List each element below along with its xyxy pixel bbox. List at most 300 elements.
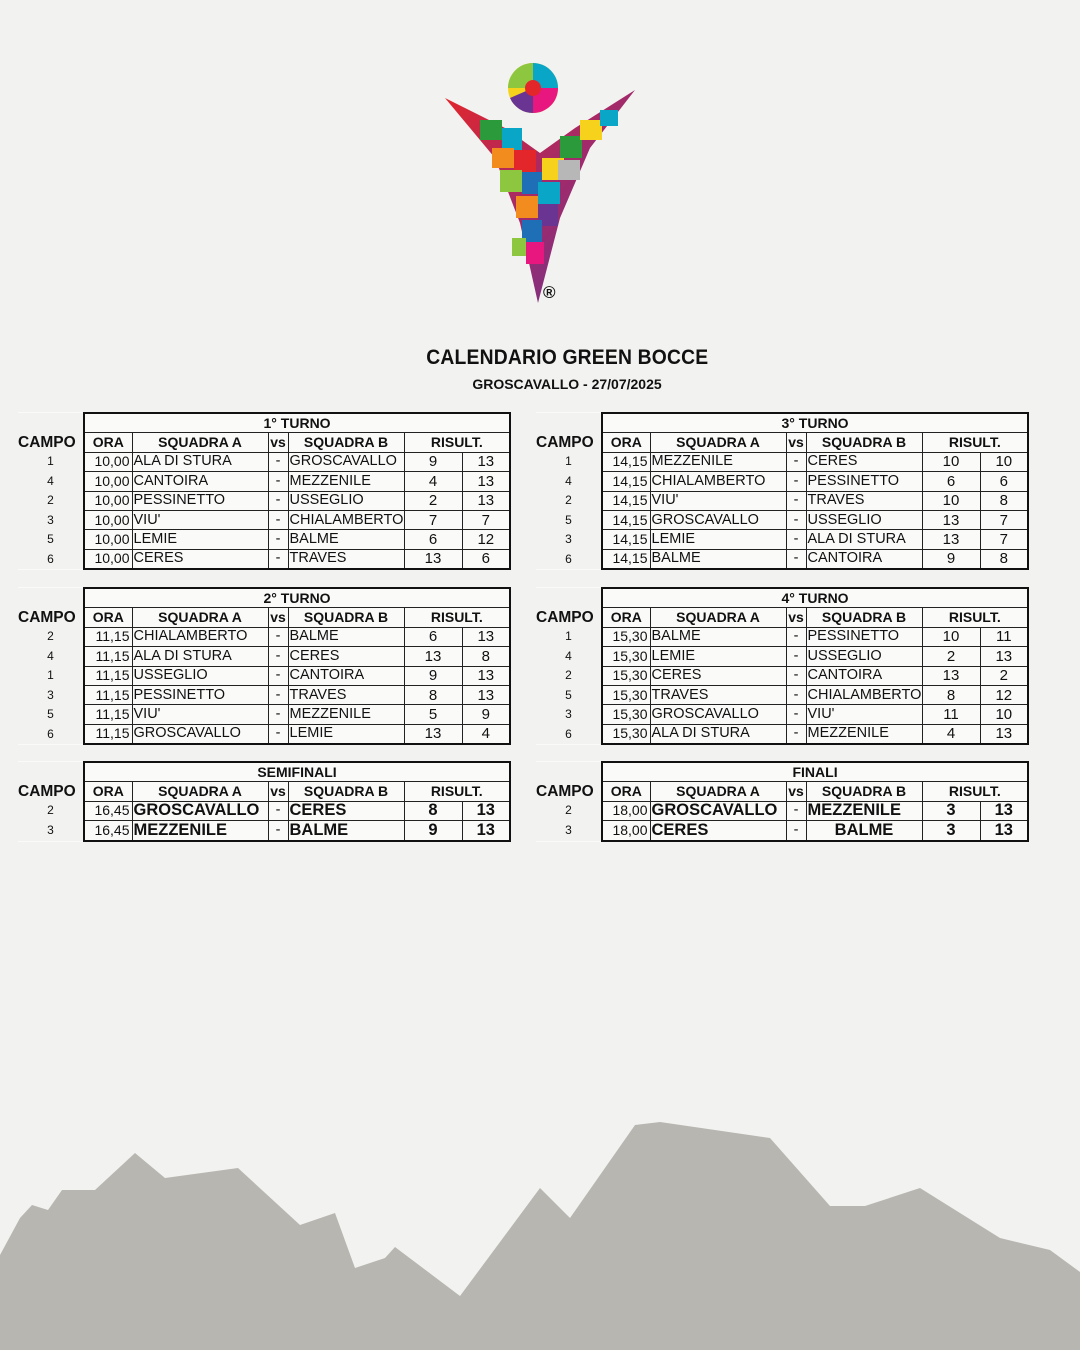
schedule-table bbox=[18, 761, 511, 842]
match-vs-separator: - bbox=[786, 549, 806, 569]
column-header-risult: RISULT. bbox=[922, 782, 1028, 801]
column-header-campo: CAMPO bbox=[18, 608, 84, 627]
match-vs-separator: - bbox=[786, 821, 806, 841]
match-score-b: 9 bbox=[462, 705, 510, 724]
match-campo: 2 bbox=[18, 627, 84, 646]
match-score-b: 10 bbox=[980, 452, 1028, 471]
match-time: 10,00 bbox=[84, 472, 132, 491]
match-row bbox=[536, 627, 1028, 646]
match-time: 15,30 bbox=[602, 666, 650, 685]
match-score-a: 8 bbox=[922, 685, 980, 704]
match-score-a: 9 bbox=[404, 666, 462, 685]
match-team-a: LEMIE bbox=[650, 647, 786, 666]
match-campo: 2 bbox=[18, 801, 84, 820]
round-title: FINALI bbox=[602, 762, 1028, 782]
column-header-ora: ORA bbox=[602, 782, 650, 801]
match-row bbox=[18, 627, 510, 646]
match-team-a: CANTOIRA bbox=[132, 472, 268, 491]
match-team-a: VIU' bbox=[650, 491, 786, 510]
match-team-b: CERES bbox=[806, 452, 922, 471]
match-score-b: 13 bbox=[462, 821, 510, 841]
page-title: CALENDARIO GREEN BOCCE bbox=[425, 346, 709, 369]
match-row bbox=[536, 472, 1028, 491]
match-time: 14,15 bbox=[602, 510, 650, 529]
column-header-row bbox=[536, 433, 1028, 452]
match-team-a: USSEGLIO bbox=[132, 666, 268, 685]
match-score-a: 10 bbox=[922, 491, 980, 510]
match-score-a: 4 bbox=[404, 472, 462, 491]
spacer bbox=[18, 762, 84, 782]
match-time: 11,15 bbox=[84, 647, 132, 666]
match-campo: 5 bbox=[18, 705, 84, 724]
match-campo: 4 bbox=[536, 472, 602, 491]
match-vs-separator: - bbox=[268, 801, 288, 820]
match-score-a: 13 bbox=[922, 530, 980, 549]
match-team-b: LEMIE bbox=[288, 724, 404, 744]
match-row bbox=[18, 491, 510, 510]
match-row bbox=[536, 452, 1028, 471]
title-block bbox=[0, 346, 1080, 392]
match-score-a: 13 bbox=[404, 724, 462, 744]
match-vs-separator: - bbox=[786, 801, 806, 820]
match-score-b: 13 bbox=[462, 452, 510, 471]
match-row bbox=[536, 510, 1028, 529]
schedule-table bbox=[18, 587, 511, 745]
page-subtitle: GROSCAVALLO - 27/07/2025 bbox=[472, 376, 662, 392]
round-title-row bbox=[536, 762, 1028, 782]
match-team-b: CHIALAMBERTO bbox=[806, 685, 922, 704]
match-time: 11,15 bbox=[84, 705, 132, 724]
match-vs-separator: - bbox=[268, 452, 288, 471]
column-header-risult: RISULT. bbox=[404, 433, 510, 452]
match-team-b: TRAVES bbox=[288, 685, 404, 704]
match-row bbox=[18, 724, 510, 744]
match-campo: 6 bbox=[18, 724, 84, 744]
round-block bbox=[536, 587, 1029, 745]
match-row bbox=[536, 705, 1028, 724]
match-score-a: 5 bbox=[404, 705, 462, 724]
match-score-a: 11 bbox=[922, 705, 980, 724]
match-score-a: 7 bbox=[404, 510, 462, 529]
column-header-ora: ORA bbox=[602, 608, 650, 627]
match-team-b: CERES bbox=[288, 801, 404, 820]
match-campo: 5 bbox=[536, 685, 602, 704]
match-score-a: 9 bbox=[404, 452, 462, 471]
match-team-a: LEMIE bbox=[132, 530, 268, 549]
match-campo: 3 bbox=[536, 705, 602, 724]
match-team-a: GROSCAVALLO bbox=[650, 705, 786, 724]
match-campo: 6 bbox=[536, 724, 602, 744]
match-team-a: CERES bbox=[132, 549, 268, 569]
match-time: 15,30 bbox=[602, 724, 650, 744]
match-score-b: 13 bbox=[462, 666, 510, 685]
column-header-squadra-b: SQUADRA B bbox=[288, 608, 404, 627]
spacer bbox=[536, 413, 602, 433]
column-header-row bbox=[18, 608, 510, 627]
column-header-squadra-a: SQUADRA A bbox=[650, 433, 786, 452]
registered-mark-icon: ® bbox=[543, 283, 556, 302]
match-team-a: MEZZENILE bbox=[132, 821, 268, 841]
match-time: 14,15 bbox=[602, 452, 650, 471]
mountain-silhouette bbox=[0, 1110, 1080, 1350]
match-time: 14,15 bbox=[602, 530, 650, 549]
match-team-b: BALME bbox=[288, 821, 404, 841]
match-vs-separator: - bbox=[268, 472, 288, 491]
match-campo: 5 bbox=[18, 530, 84, 549]
match-team-a: ALA DI STURA bbox=[650, 724, 786, 744]
column-header-risult: RISULT. bbox=[922, 608, 1028, 627]
match-team-b: CANTOIRA bbox=[806, 549, 922, 569]
match-team-b: BALME bbox=[288, 627, 404, 646]
match-campo: 5 bbox=[536, 510, 602, 529]
match-score-a: 13 bbox=[404, 647, 462, 666]
column-header-risult: RISULT. bbox=[404, 782, 510, 801]
match-row bbox=[536, 549, 1028, 569]
match-vs-separator: - bbox=[268, 685, 288, 704]
match-score-a: 2 bbox=[922, 647, 980, 666]
match-row bbox=[18, 549, 510, 569]
column-header-ora: ORA bbox=[84, 433, 132, 452]
match-team-b: MEZZENILE bbox=[288, 472, 404, 491]
match-row bbox=[536, 685, 1028, 704]
match-campo: 4 bbox=[536, 647, 602, 666]
match-time: 10,00 bbox=[84, 452, 132, 471]
schedule-table bbox=[536, 587, 1029, 745]
match-team-a: PESSINETTO bbox=[132, 685, 268, 704]
match-time: 15,30 bbox=[602, 627, 650, 646]
match-score-b: 13 bbox=[462, 491, 510, 510]
match-team-a: GROSCAVALLO bbox=[650, 801, 786, 820]
column-header-campo: CAMPO bbox=[536, 782, 602, 801]
match-vs-separator: - bbox=[268, 627, 288, 646]
match-score-a: 9 bbox=[922, 549, 980, 569]
match-score-b: 8 bbox=[980, 549, 1028, 569]
column-header-vs: vs bbox=[786, 782, 806, 801]
schedule-table bbox=[536, 761, 1029, 842]
schedule-table bbox=[18, 412, 511, 570]
column-header-row bbox=[536, 608, 1028, 627]
match-team-a: VIU' bbox=[132, 510, 268, 529]
match-team-b: GROSCAVALLO bbox=[288, 452, 404, 471]
match-vs-separator: - bbox=[786, 685, 806, 704]
match-score-a: 6 bbox=[404, 530, 462, 549]
round-block bbox=[536, 412, 1029, 570]
match-row bbox=[18, 801, 510, 820]
match-time: 16,45 bbox=[84, 821, 132, 841]
match-vs-separator: - bbox=[786, 647, 806, 666]
match-team-b: CANTOIRA bbox=[806, 666, 922, 685]
schedule-table bbox=[536, 412, 1029, 570]
column-header-squadra-a: SQUADRA A bbox=[650, 782, 786, 801]
match-campo: 1 bbox=[18, 666, 84, 685]
match-campo: 3 bbox=[18, 821, 84, 841]
spacer bbox=[536, 762, 602, 782]
match-team-a: PESSINETTO bbox=[132, 491, 268, 510]
match-vs-separator: - bbox=[268, 647, 288, 666]
round-title-row bbox=[18, 413, 510, 433]
match-team-a: CERES bbox=[650, 666, 786, 685]
match-vs-separator: - bbox=[786, 472, 806, 491]
match-time: 15,30 bbox=[602, 705, 650, 724]
column-header-squadra-a: SQUADRA A bbox=[132, 608, 268, 627]
column-header-vs: vs bbox=[786, 433, 806, 452]
match-team-b: VIU' bbox=[806, 705, 922, 724]
match-vs-separator: - bbox=[786, 666, 806, 685]
round-title: 2° TURNO bbox=[84, 588, 510, 608]
column-header-squadra-b: SQUADRA B bbox=[288, 433, 404, 452]
match-score-a: 8 bbox=[404, 801, 462, 820]
column-header-campo: CAMPO bbox=[536, 608, 602, 627]
match-row bbox=[536, 821, 1028, 841]
match-campo: 3 bbox=[536, 821, 602, 841]
match-time: 11,15 bbox=[84, 666, 132, 685]
match-score-b: 13 bbox=[980, 801, 1028, 820]
match-time: 15,30 bbox=[602, 647, 650, 666]
match-team-b: PESSINETTO bbox=[806, 627, 922, 646]
match-time: 18,00 bbox=[602, 801, 650, 820]
column-header-row bbox=[536, 782, 1028, 801]
match-score-a: 9 bbox=[404, 821, 462, 841]
match-time: 10,00 bbox=[84, 491, 132, 510]
match-vs-separator: - bbox=[268, 821, 288, 841]
match-score-b: 7 bbox=[980, 510, 1028, 529]
match-campo: 3 bbox=[18, 510, 84, 529]
match-score-b: 13 bbox=[980, 724, 1028, 744]
match-score-a: 3 bbox=[922, 821, 980, 841]
match-score-b: 13 bbox=[462, 627, 510, 646]
match-row bbox=[18, 666, 510, 685]
match-team-b: MEZZENILE bbox=[288, 705, 404, 724]
column-header-vs: vs bbox=[268, 433, 288, 452]
match-score-b: 7 bbox=[980, 530, 1028, 549]
match-vs-separator: - bbox=[786, 510, 806, 529]
match-campo: 3 bbox=[18, 685, 84, 704]
match-score-b: 13 bbox=[980, 821, 1028, 841]
spacer bbox=[536, 588, 602, 608]
match-vs-separator: - bbox=[268, 491, 288, 510]
match-team-a: LEMIE bbox=[650, 530, 786, 549]
match-team-b: PESSINETTO bbox=[806, 472, 922, 491]
match-vs-separator: - bbox=[786, 724, 806, 744]
match-time: 14,15 bbox=[602, 491, 650, 510]
match-team-b: BALME bbox=[288, 530, 404, 549]
match-team-a: ALA DI STURA bbox=[132, 647, 268, 666]
match-vs-separator: - bbox=[268, 510, 288, 529]
round-block bbox=[536, 761, 1029, 842]
round-title-row bbox=[536, 413, 1028, 433]
match-score-a: 10 bbox=[922, 452, 980, 471]
column-header-vs: vs bbox=[786, 608, 806, 627]
match-campo: 1 bbox=[536, 627, 602, 646]
match-time: 10,00 bbox=[84, 530, 132, 549]
match-campo: 2 bbox=[18, 491, 84, 510]
match-vs-separator: - bbox=[268, 705, 288, 724]
match-score-a: 4 bbox=[922, 724, 980, 744]
match-campo: 6 bbox=[18, 549, 84, 569]
match-team-a: GROSCAVALLO bbox=[132, 801, 268, 820]
match-row bbox=[18, 452, 510, 471]
match-row bbox=[536, 801, 1028, 820]
match-score-b: 13 bbox=[462, 472, 510, 491]
match-score-a: 13 bbox=[922, 510, 980, 529]
match-team-b: USSEGLIO bbox=[288, 491, 404, 510]
column-header-risult: RISULT. bbox=[922, 433, 1028, 452]
column-header-ora: ORA bbox=[84, 782, 132, 801]
match-time: 14,15 bbox=[602, 549, 650, 569]
match-campo: 6 bbox=[536, 549, 602, 569]
match-time: 18,00 bbox=[602, 821, 650, 841]
match-campo: 2 bbox=[536, 801, 602, 820]
match-score-b: 6 bbox=[462, 549, 510, 569]
round-title-row bbox=[18, 762, 510, 782]
column-header-squadra-b: SQUADRA B bbox=[806, 782, 922, 801]
match-team-b: ALA DI STURA bbox=[806, 530, 922, 549]
match-time: 10,00 bbox=[84, 510, 132, 529]
column-header-squadra-b: SQUADRA B bbox=[806, 433, 922, 452]
match-row bbox=[18, 530, 510, 549]
match-score-b: 12 bbox=[980, 685, 1028, 704]
match-vs-separator: - bbox=[268, 549, 288, 569]
match-row bbox=[536, 724, 1028, 744]
column-header-squadra-a: SQUADRA A bbox=[132, 433, 268, 452]
spacer bbox=[18, 413, 84, 433]
match-row bbox=[536, 647, 1028, 666]
match-campo: 1 bbox=[18, 452, 84, 471]
column-header-row bbox=[18, 433, 510, 452]
match-team-a: BALME bbox=[650, 549, 786, 569]
match-campo: 4 bbox=[18, 647, 84, 666]
match-score-b: 8 bbox=[980, 491, 1028, 510]
match-score-a: 2 bbox=[404, 491, 462, 510]
match-vs-separator: - bbox=[786, 705, 806, 724]
match-score-a: 3 bbox=[922, 801, 980, 820]
column-header-row bbox=[18, 782, 510, 801]
match-score-a: 10 bbox=[922, 627, 980, 646]
match-time: 14,15 bbox=[602, 472, 650, 491]
match-time: 11,15 bbox=[84, 627, 132, 646]
match-team-a: CHIALAMBERTO bbox=[650, 472, 786, 491]
column-header-campo: CAMPO bbox=[18, 433, 84, 452]
match-score-a: 6 bbox=[404, 627, 462, 646]
match-campo: 3 bbox=[536, 530, 602, 549]
match-vs-separator: - bbox=[786, 530, 806, 549]
match-team-a: ALA DI STURA bbox=[132, 452, 268, 471]
match-row bbox=[536, 530, 1028, 549]
match-score-b: 4 bbox=[462, 724, 510, 744]
match-row bbox=[536, 491, 1028, 510]
round-block bbox=[18, 761, 511, 842]
match-row bbox=[18, 510, 510, 529]
match-score-b: 6 bbox=[980, 472, 1028, 491]
column-header-risult: RISULT. bbox=[404, 608, 510, 627]
match-time: 15,30 bbox=[602, 685, 650, 704]
column-header-squadra-a: SQUADRA A bbox=[650, 608, 786, 627]
match-score-a: 13 bbox=[404, 549, 462, 569]
match-team-b: TRAVES bbox=[288, 549, 404, 569]
match-row bbox=[18, 685, 510, 704]
round-block bbox=[18, 412, 511, 570]
match-campo: 2 bbox=[536, 666, 602, 685]
match-row bbox=[18, 647, 510, 666]
match-time: 16,45 bbox=[84, 801, 132, 820]
round-title-row bbox=[18, 588, 510, 608]
round-title-row bbox=[536, 588, 1028, 608]
match-score-b: 2 bbox=[980, 666, 1028, 685]
match-team-b: BALME bbox=[806, 821, 922, 841]
match-score-b: 13 bbox=[980, 647, 1028, 666]
match-vs-separator: - bbox=[268, 666, 288, 685]
match-team-b: TRAVES bbox=[806, 491, 922, 510]
match-score-a: 8 bbox=[404, 685, 462, 704]
match-campo: 1 bbox=[536, 452, 602, 471]
match-campo: 4 bbox=[18, 472, 84, 491]
column-header-ora: ORA bbox=[602, 433, 650, 452]
match-vs-separator: - bbox=[786, 452, 806, 471]
match-time: 10,00 bbox=[84, 549, 132, 569]
match-row bbox=[536, 666, 1028, 685]
match-vs-separator: - bbox=[786, 627, 806, 646]
round-title: 3° TURNO bbox=[602, 413, 1028, 433]
match-time: 11,15 bbox=[84, 724, 132, 744]
match-score-b: 8 bbox=[462, 647, 510, 666]
match-team-b: USSEGLIO bbox=[806, 510, 922, 529]
match-team-a: GROSCAVALLO bbox=[132, 724, 268, 744]
match-team-b: CANTOIRA bbox=[288, 666, 404, 685]
match-team-b: MEZZENILE bbox=[806, 724, 922, 744]
match-vs-separator: - bbox=[268, 724, 288, 744]
match-score-b: 13 bbox=[462, 685, 510, 704]
match-team-a: TRAVES bbox=[650, 685, 786, 704]
match-score-b: 7 bbox=[462, 510, 510, 529]
match-team-a: BALME bbox=[650, 627, 786, 646]
match-campo: 2 bbox=[536, 491, 602, 510]
match-time: 11,15 bbox=[84, 685, 132, 704]
round-block bbox=[18, 587, 511, 745]
column-header-vs: vs bbox=[268, 782, 288, 801]
column-header-vs: vs bbox=[268, 608, 288, 627]
match-team-a: CERES bbox=[650, 821, 786, 841]
match-team-b: CERES bbox=[288, 647, 404, 666]
match-row bbox=[18, 472, 510, 491]
match-score-b: 12 bbox=[462, 530, 510, 549]
match-row bbox=[18, 705, 510, 724]
match-row bbox=[18, 821, 510, 841]
match-score-a: 6 bbox=[922, 472, 980, 491]
match-team-b: MEZZENILE bbox=[806, 801, 922, 820]
logo-puzzle-person bbox=[440, 58, 640, 308]
match-team-b: CHIALAMBERTO bbox=[288, 510, 404, 529]
column-header-squadra-b: SQUADRA B bbox=[288, 782, 404, 801]
match-score-a: 13 bbox=[922, 666, 980, 685]
match-team-b: USSEGLIO bbox=[806, 647, 922, 666]
match-vs-separator: - bbox=[268, 530, 288, 549]
column-header-squadra-a: SQUADRA A bbox=[132, 782, 268, 801]
round-title: SEMIFINALI bbox=[84, 762, 510, 782]
match-score-b: 10 bbox=[980, 705, 1028, 724]
round-title: 1° TURNO bbox=[84, 413, 510, 433]
column-header-ora: ORA bbox=[84, 608, 132, 627]
match-vs-separator: - bbox=[786, 491, 806, 510]
match-team-a: GROSCAVALLO bbox=[650, 510, 786, 529]
match-team-a: VIU' bbox=[132, 705, 268, 724]
column-header-squadra-b: SQUADRA B bbox=[806, 608, 922, 627]
column-header-campo: CAMPO bbox=[18, 782, 84, 801]
match-score-b: 11 bbox=[980, 627, 1028, 646]
column-header-campo: CAMPO bbox=[536, 433, 602, 452]
spacer bbox=[18, 588, 84, 608]
match-team-a: MEZZENILE bbox=[650, 452, 786, 471]
match-score-b: 13 bbox=[462, 801, 510, 820]
